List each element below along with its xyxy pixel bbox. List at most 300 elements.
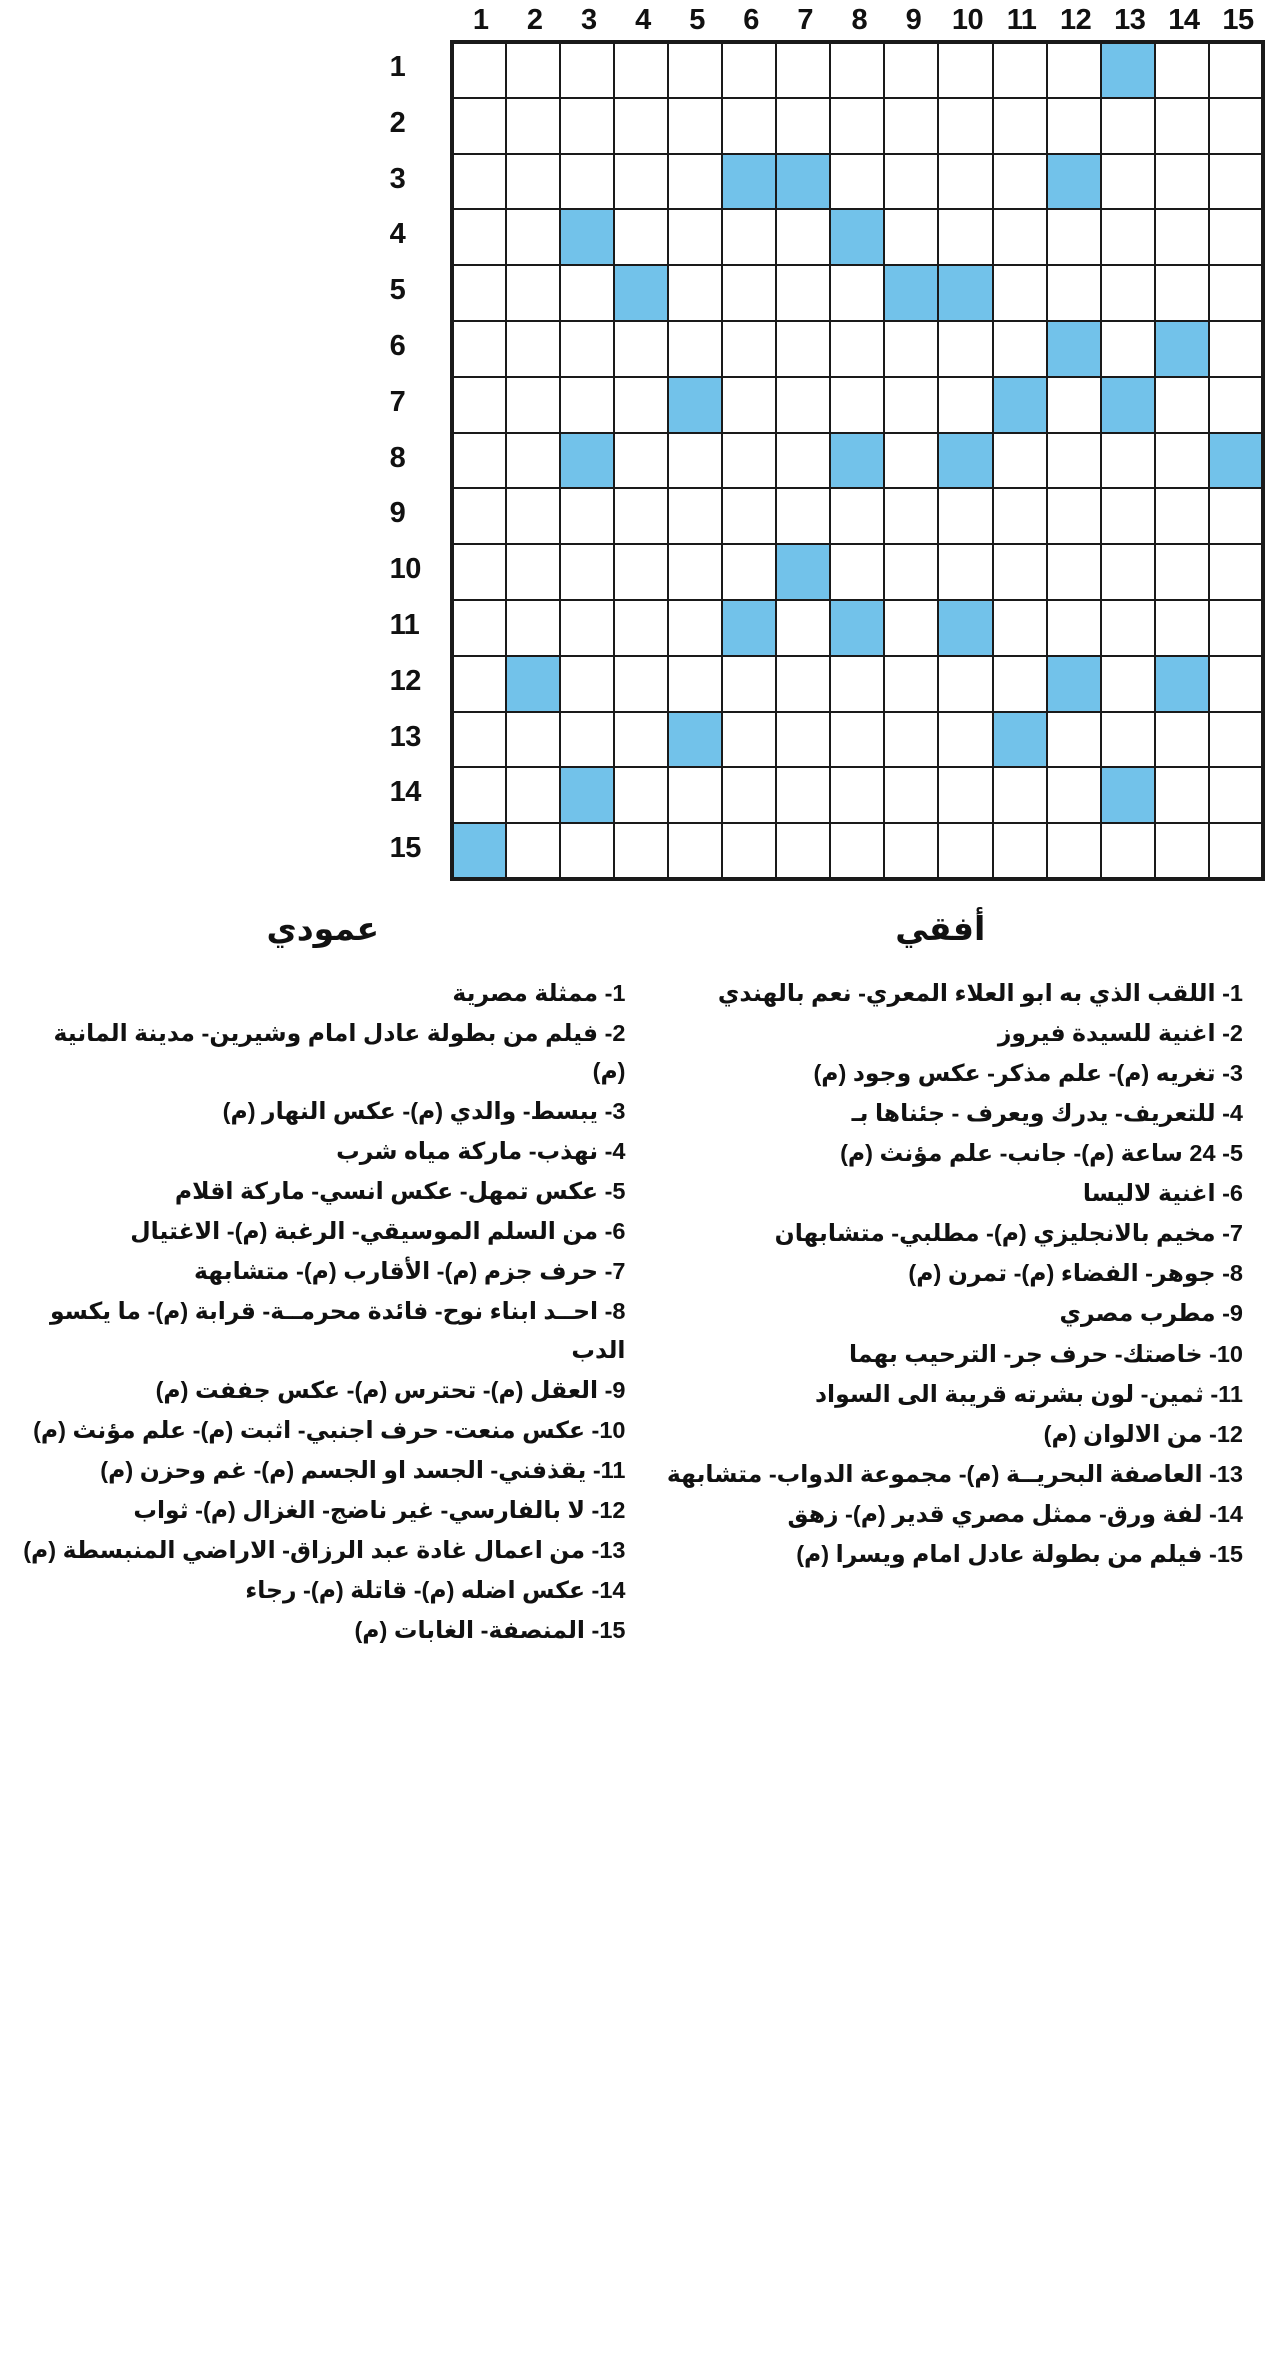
grid-cell-blocked (506, 656, 560, 712)
grid-cell[interactable] (506, 265, 560, 321)
grid-cell[interactable] (1209, 767, 1263, 823)
grid-with-row-labels (0, 40, 1265, 881)
grid-cell[interactable] (830, 42, 884, 98)
grid-cell[interactable] (1047, 433, 1101, 489)
grid-cell[interactable] (1209, 154, 1263, 210)
column-number: 7 (797, 4, 814, 36)
grid-cell[interactable] (884, 600, 938, 656)
grid-cell[interactable] (668, 488, 722, 544)
grid-cell[interactable] (1101, 321, 1155, 377)
grid-cell-blocked (560, 767, 614, 823)
grid-cell[interactable] (1047, 209, 1101, 265)
grid-cell[interactable] (830, 488, 884, 544)
grid-cell[interactable] (722, 656, 776, 712)
grid-cell[interactable] (722, 488, 776, 544)
grid-cell[interactable] (993, 209, 1047, 265)
grid-cell[interactable] (776, 98, 830, 154)
grid-cell[interactable] (560, 321, 614, 377)
grid-cell-blocked (993, 377, 1047, 433)
down-clue-item: 6- من السلم الموسيقي- الرغبة (م)- الاغتيال (130, 1218, 626, 1245)
grid-cell[interactable] (1101, 712, 1155, 768)
grid-cell[interactable] (614, 377, 668, 433)
clues-section (0, 899, 1265, 1671)
grid-cell[interactable] (614, 544, 668, 600)
grid-cell[interactable] (830, 265, 884, 321)
grid-cell[interactable] (1209, 377, 1263, 433)
grid-cell[interactable] (668, 600, 722, 656)
grid-cell[interactable] (1047, 265, 1101, 321)
grid-cell[interactable] (776, 767, 830, 823)
grid-cell[interactable] (452, 98, 506, 154)
grid-cell[interactable] (1155, 433, 1209, 489)
grid-cell[interactable] (1155, 154, 1209, 210)
row-number: 9 (389, 497, 406, 530)
row-number: 5 (389, 274, 406, 307)
grid-cell[interactable] (614, 98, 668, 154)
across-clue-item: 5- 24 ساعة (م)- جانب- علم مؤنث (م) (840, 1140, 1243, 1167)
grid-row (452, 656, 1263, 712)
across-clue-item: 8- جوهر- الفضاء (م)- تمرن (م) (908, 1260, 1243, 1287)
grid-cell[interactable] (452, 377, 506, 433)
grid-cell[interactable] (452, 600, 506, 656)
grid-cell[interactable] (1047, 377, 1101, 433)
grid-row (452, 265, 1263, 321)
grid-cell[interactable] (830, 712, 884, 768)
grid-cell-blocked (938, 600, 992, 656)
grid-row (452, 321, 1263, 377)
column-number: 3 (581, 4, 597, 36)
grid-row (452, 154, 1263, 210)
grid-cell[interactable] (452, 656, 506, 712)
grid-cell[interactable] (614, 433, 668, 489)
down-clue-item: 2- فيلم من بطولة عادل امام وشيرين- مدينة المانية (م) (53, 1020, 626, 1085)
crossword-grid-area (0, 0, 1265, 881)
grid-cell[interactable] (1047, 488, 1101, 544)
grid-cell[interactable] (560, 154, 614, 210)
grid-cell-blocked (776, 544, 830, 600)
row-label-column (388, 40, 434, 877)
grid-cell[interactable] (993, 823, 1047, 879)
grid-cell[interactable] (506, 823, 560, 879)
grid-row (452, 433, 1263, 489)
grid-cell[interactable] (506, 712, 560, 768)
grid-cell[interactable] (1155, 209, 1209, 265)
across-clue-item: 2- اغنية للسيدة فيروز (997, 1020, 1243, 1047)
grid-row (452, 767, 1263, 823)
grid-cell[interactable] (1101, 98, 1155, 154)
grid-cell[interactable] (938, 42, 992, 98)
grid-cell[interactable] (993, 544, 1047, 600)
column-number: 14 (1168, 4, 1200, 36)
grid-cell[interactable] (1155, 767, 1209, 823)
row-number: 8 (389, 441, 406, 474)
across-clue-item: 12- من الالوان (م) (1043, 1420, 1243, 1447)
grid-cell[interactable] (993, 98, 1047, 154)
grid-cell[interactable] (560, 544, 614, 600)
grid-cell[interactable] (506, 433, 560, 489)
grid-cell-blocked (938, 433, 992, 489)
grid-cell[interactable] (993, 433, 1047, 489)
grid-cell[interactable] (938, 321, 992, 377)
grid-cell[interactable] (668, 321, 722, 377)
grid-cell[interactable] (1209, 712, 1263, 768)
grid-row (452, 98, 1263, 154)
grid-cell[interactable] (722, 321, 776, 377)
grid-cell-blocked (993, 712, 1047, 768)
grid-cell-blocked (830, 600, 884, 656)
grid-cell[interactable] (884, 823, 938, 879)
grid-cell-blocked (1047, 656, 1101, 712)
grid-cell[interactable] (722, 544, 776, 600)
grid-cell[interactable] (830, 377, 884, 433)
grid-cell[interactable] (614, 767, 668, 823)
down-clue-item: 13- من اعمال غادة عبد الرزاق- الاراضي المنبسطة (م) (23, 1536, 626, 1563)
grid-cell[interactable] (560, 377, 614, 433)
grid-cell-blocked (1047, 321, 1101, 377)
grid-cell[interactable] (830, 154, 884, 210)
grid-cell[interactable] (722, 209, 776, 265)
grid-cell[interactable] (993, 265, 1047, 321)
across-clue-item: 13- العاصفة البحريــة (م)- مجموعة الدواب- متشابهة (666, 1460, 1243, 1487)
grid-cell[interactable] (560, 823, 614, 879)
grid-cell[interactable] (776, 433, 830, 489)
across-clue-item: 3- تغريه (م)- علم مذكر- عكس وجود (م) (813, 1060, 1243, 1087)
grid-cell[interactable] (668, 209, 722, 265)
down-clues-column (14, 899, 632, 1651)
across-clue-item: 1- اللقب الذي به ابو العلاء المعري- نعم بالهندي (717, 979, 1243, 1006)
grid-cell[interactable] (452, 712, 506, 768)
down-clue-item: 8- احــد ابناء نوح- فائدة محرمــة- قرابة (م)- ما يكسو الدب (49, 1298, 626, 1363)
grid-cell[interactable] (1155, 712, 1209, 768)
crossword-grid[interactable] (450, 40, 1265, 881)
grid-cell[interactable] (722, 377, 776, 433)
grid-cell[interactable] (938, 488, 992, 544)
grid-cell[interactable] (776, 321, 830, 377)
grid-cell[interactable] (560, 712, 614, 768)
grid-cell[interactable] (1047, 712, 1101, 768)
down-clue-item: 11- يقذفني- الجسد او الجسم (م)- غم وحزن (م) (100, 1456, 626, 1483)
grid-cell-blocked (776, 154, 830, 210)
grid-cell[interactable] (614, 321, 668, 377)
grid-cell[interactable] (938, 98, 992, 154)
column-number: 10 (951, 4, 984, 36)
grid-cell-blocked (1101, 767, 1155, 823)
row-number: 6 (389, 329, 406, 362)
grid-cell[interactable] (668, 823, 722, 879)
grid-cell-blocked (1155, 656, 1209, 712)
grid-cell[interactable] (884, 321, 938, 377)
down-clue-item: 4- نهذب- ماركة مياه شرب (336, 1138, 626, 1165)
grid-cell-blocked (668, 712, 722, 768)
grid-cell[interactable] (938, 209, 992, 265)
grid-cell-blocked (830, 209, 884, 265)
grid-cell[interactable] (776, 823, 830, 879)
grid-row (452, 488, 1263, 544)
grid-cell[interactable] (722, 265, 776, 321)
across-clue-list (638, 974, 1244, 1573)
grid-cell[interactable] (1101, 154, 1155, 210)
down-clue-list (20, 974, 626, 1649)
across-clue-item: 10- خاصتك- حرف جر- الترحيب بهما (848, 1340, 1243, 1367)
grid-cell-blocked (884, 265, 938, 321)
grid-cell[interactable] (506, 98, 560, 154)
column-number: 12 (1060, 4, 1092, 36)
grid-cell[interactable] (1155, 377, 1209, 433)
grid-cell[interactable] (560, 600, 614, 656)
down-clue-item: 1- ممثلة مصرية (452, 979, 626, 1006)
across-clue-item: 4- للتعريف- يدرك ويعرف - جئناها بـ (851, 1100, 1243, 1127)
grid-cell[interactable] (776, 712, 830, 768)
grid-cell[interactable] (452, 767, 506, 823)
grid-cell[interactable] (614, 823, 668, 879)
grid-cell[interactable] (938, 767, 992, 823)
grid-cell[interactable] (1101, 823, 1155, 879)
grid-cell[interactable] (1101, 433, 1155, 489)
grid-cell[interactable] (884, 98, 938, 154)
grid-row (452, 823, 1263, 879)
grid-cell[interactable] (1101, 600, 1155, 656)
column-number: 6 (743, 4, 759, 36)
down-clues-title: عمودي (266, 909, 380, 947)
grid-cell[interactable] (506, 321, 560, 377)
grid-row (452, 42, 1263, 98)
row-number: 10 (389, 553, 421, 586)
grid-cell[interactable] (938, 656, 992, 712)
column-number: 4 (635, 4, 651, 36)
grid-cell[interactable] (1209, 823, 1263, 879)
column-number: 8 (851, 4, 868, 36)
grid-cell[interactable] (830, 656, 884, 712)
grid-cell[interactable] (452, 544, 506, 600)
grid-cell[interactable] (452, 488, 506, 544)
grid-cell[interactable] (722, 712, 776, 768)
grid-cell[interactable] (884, 154, 938, 210)
grid-cell[interactable] (452, 433, 506, 489)
grid-cell[interactable] (614, 656, 668, 712)
row-number: 13 (389, 720, 421, 753)
grid-cell[interactable] (614, 600, 668, 656)
grid-cell[interactable] (614, 712, 668, 768)
grid-cell[interactable] (1047, 767, 1101, 823)
grid-cell[interactable] (506, 42, 560, 98)
across-clues-column (632, 899, 1250, 1651)
grid-cell[interactable] (993, 321, 1047, 377)
grid-cell[interactable] (938, 823, 992, 879)
down-clue-item: 10- عكس منعت- حرف اجنبي- اثبت (م)- علم مؤنث (م) (33, 1416, 626, 1443)
grid-cell[interactable] (722, 42, 776, 98)
grid-cell[interactable] (1155, 265, 1209, 321)
grid-cell[interactable] (560, 98, 614, 154)
grid-cell[interactable] (1209, 265, 1263, 321)
across-clues-title: أفقي (895, 909, 986, 947)
row-number: 15 (389, 832, 421, 865)
down-clue-item: 12- لا بالفارسي- غير ناضج- الغزال (م)- ثواب (133, 1496, 626, 1523)
grid-cell[interactable] (452, 154, 506, 210)
grid-cell[interactable] (884, 42, 938, 98)
grid-cell[interactable] (506, 209, 560, 265)
grid-cell[interactable] (506, 767, 560, 823)
grid-cell[interactable] (1047, 600, 1101, 656)
grid-cell[interactable] (993, 42, 1047, 98)
grid-cell[interactable] (506, 544, 560, 600)
grid-cell[interactable] (668, 433, 722, 489)
grid-cell[interactable] (1101, 209, 1155, 265)
across-clue-item: 7- مخيم بالانجليزي (م)- مطلبي- متشابهان (774, 1220, 1243, 1247)
row-number: 7 (389, 385, 406, 418)
grid-cell[interactable] (452, 209, 506, 265)
grid-cell[interactable] (1155, 98, 1209, 154)
grid-row (452, 209, 1263, 265)
across-clue-item: 14- لفة ورق- ممثل مصري قدير (م)- زهق (787, 1500, 1243, 1527)
grid-row (452, 712, 1263, 768)
grid-cell[interactable] (1047, 98, 1101, 154)
down-clue-item: 7- حرف جزم (م)- الأقارب (م)- متشابهة (194, 1258, 626, 1285)
grid-cell[interactable] (1101, 488, 1155, 544)
grid-cell[interactable] (1209, 600, 1263, 656)
grid-cell-blocked (560, 209, 614, 265)
grid-cell[interactable] (993, 767, 1047, 823)
grid-cell[interactable] (452, 321, 506, 377)
grid-cell[interactable] (884, 433, 938, 489)
across-clue-item: 15- فيلم من بطولة عادل امام ويسرا (م) (796, 1540, 1243, 1567)
grid-cell[interactable] (776, 377, 830, 433)
grid-cell[interactable] (560, 656, 614, 712)
grid-cell[interactable] (452, 42, 506, 98)
down-clue-item: 3- يبسط- والدي (م)- عكس النهار (م) (222, 1098, 626, 1125)
grid-cell[interactable] (884, 712, 938, 768)
grid-cell[interactable] (993, 488, 1047, 544)
grid-cell[interactable] (506, 488, 560, 544)
grid-cell[interactable] (1209, 488, 1263, 544)
grid-cell[interactable] (1209, 42, 1263, 98)
down-clue-item: 5- عكس تمهل- عكس انسي- ماركة اقلام (174, 1178, 626, 1205)
grid-cell[interactable] (722, 767, 776, 823)
grid-cell[interactable] (830, 823, 884, 879)
grid-cell[interactable] (776, 656, 830, 712)
grid-cell[interactable] (1155, 600, 1209, 656)
grid-cell[interactable] (1209, 656, 1263, 712)
grid-cell[interactable] (830, 98, 884, 154)
grid-cell[interactable] (884, 544, 938, 600)
column-header-row (453, 0, 1265, 40)
across-clue-item: 9- مطرب مصري (1059, 1300, 1243, 1327)
grid-cell[interactable] (830, 767, 884, 823)
row-number: 3 (389, 162, 406, 195)
grid-cell-blocked (1101, 42, 1155, 98)
grid-cell[interactable] (938, 377, 992, 433)
grid-cell[interactable] (722, 433, 776, 489)
row-number: 12 (389, 664, 421, 697)
grid-cell[interactable] (993, 600, 1047, 656)
row-number: 11 (389, 608, 420, 641)
grid-cell[interactable] (452, 265, 506, 321)
grid-cell[interactable] (668, 656, 722, 712)
grid-cell[interactable] (993, 656, 1047, 712)
grid-cell[interactable] (1047, 544, 1101, 600)
grid-cell[interactable] (884, 767, 938, 823)
row-number: 4 (389, 218, 406, 251)
grid-cell[interactable] (668, 544, 722, 600)
grid-cell[interactable] (1155, 488, 1209, 544)
grid-cell-blocked (452, 823, 506, 879)
grid-cell-blocked (722, 154, 776, 210)
grid-cell[interactable] (830, 321, 884, 377)
grid-cell[interactable] (614, 209, 668, 265)
grid-cell[interactable] (722, 823, 776, 879)
grid-row (452, 600, 1263, 656)
column-number: 2 (526, 4, 543, 36)
grid-cell[interactable] (1047, 823, 1101, 879)
grid-cell[interactable] (614, 42, 668, 98)
grid-cell[interactable] (1101, 265, 1155, 321)
grid-cell[interactable] (1209, 321, 1263, 377)
row-number: 2 (389, 106, 406, 139)
down-clue-item: 14- عكس اضله (م)- قاتلة (م)- رجاء (245, 1576, 626, 1603)
grid-cell-blocked (1101, 377, 1155, 433)
grid-cell[interactable] (776, 42, 830, 98)
grid-cell[interactable] (776, 265, 830, 321)
column-number: 15 (1222, 4, 1254, 36)
column-number: 5 (689, 4, 705, 36)
grid-cell[interactable] (560, 42, 614, 98)
column-number: 13 (1114, 4, 1146, 36)
grid-cell[interactable] (1101, 544, 1155, 600)
grid-cell[interactable] (1101, 656, 1155, 712)
grid-cell[interactable] (884, 488, 938, 544)
grid-row (452, 544, 1263, 600)
grid-cell[interactable] (993, 154, 1047, 210)
grid-cell[interactable] (938, 712, 992, 768)
grid-cell[interactable] (506, 600, 560, 656)
grid-cell[interactable] (938, 544, 992, 600)
grid-cell[interactable] (506, 377, 560, 433)
row-number: 1 (389, 51, 406, 83)
grid-cell[interactable] (560, 488, 614, 544)
grid-cell-blocked (1155, 321, 1209, 377)
grid-cell[interactable] (938, 154, 992, 210)
grid-cell[interactable] (776, 209, 830, 265)
grid-cell[interactable] (1155, 42, 1209, 98)
grid-cell[interactable] (614, 488, 668, 544)
grid-cell[interactable] (722, 98, 776, 154)
grid-cell-blocked (560, 433, 614, 489)
grid-cell[interactable] (1155, 544, 1209, 600)
grid-cell[interactable] (668, 42, 722, 98)
grid-cell[interactable] (884, 656, 938, 712)
grid-cell[interactable] (614, 154, 668, 210)
grid-cell[interactable] (668, 98, 722, 154)
grid-cell[interactable] (668, 767, 722, 823)
grid-cell[interactable] (1155, 823, 1209, 879)
grid-cell[interactable] (1047, 42, 1101, 98)
grid-cell[interactable] (884, 377, 938, 433)
grid-cell[interactable] (560, 265, 614, 321)
grid-cell[interactable] (1209, 98, 1263, 154)
grid-cell[interactable] (776, 488, 830, 544)
grid-cell[interactable] (668, 154, 722, 210)
grid-cell[interactable] (1209, 209, 1263, 265)
grid-cell[interactable] (668, 265, 722, 321)
row-number: 14 (389, 776, 421, 809)
grid-cell-blocked (722, 600, 776, 656)
grid-cell-blocked (1047, 154, 1101, 210)
grid-cell[interactable] (884, 209, 938, 265)
down-clue-item: 15- المنصفة- الغابات (م) (354, 1616, 626, 1643)
grid-cell[interactable] (506, 154, 560, 210)
grid-cell[interactable] (1209, 544, 1263, 600)
grid-cell[interactable] (776, 600, 830, 656)
grid-cell[interactable] (830, 544, 884, 600)
